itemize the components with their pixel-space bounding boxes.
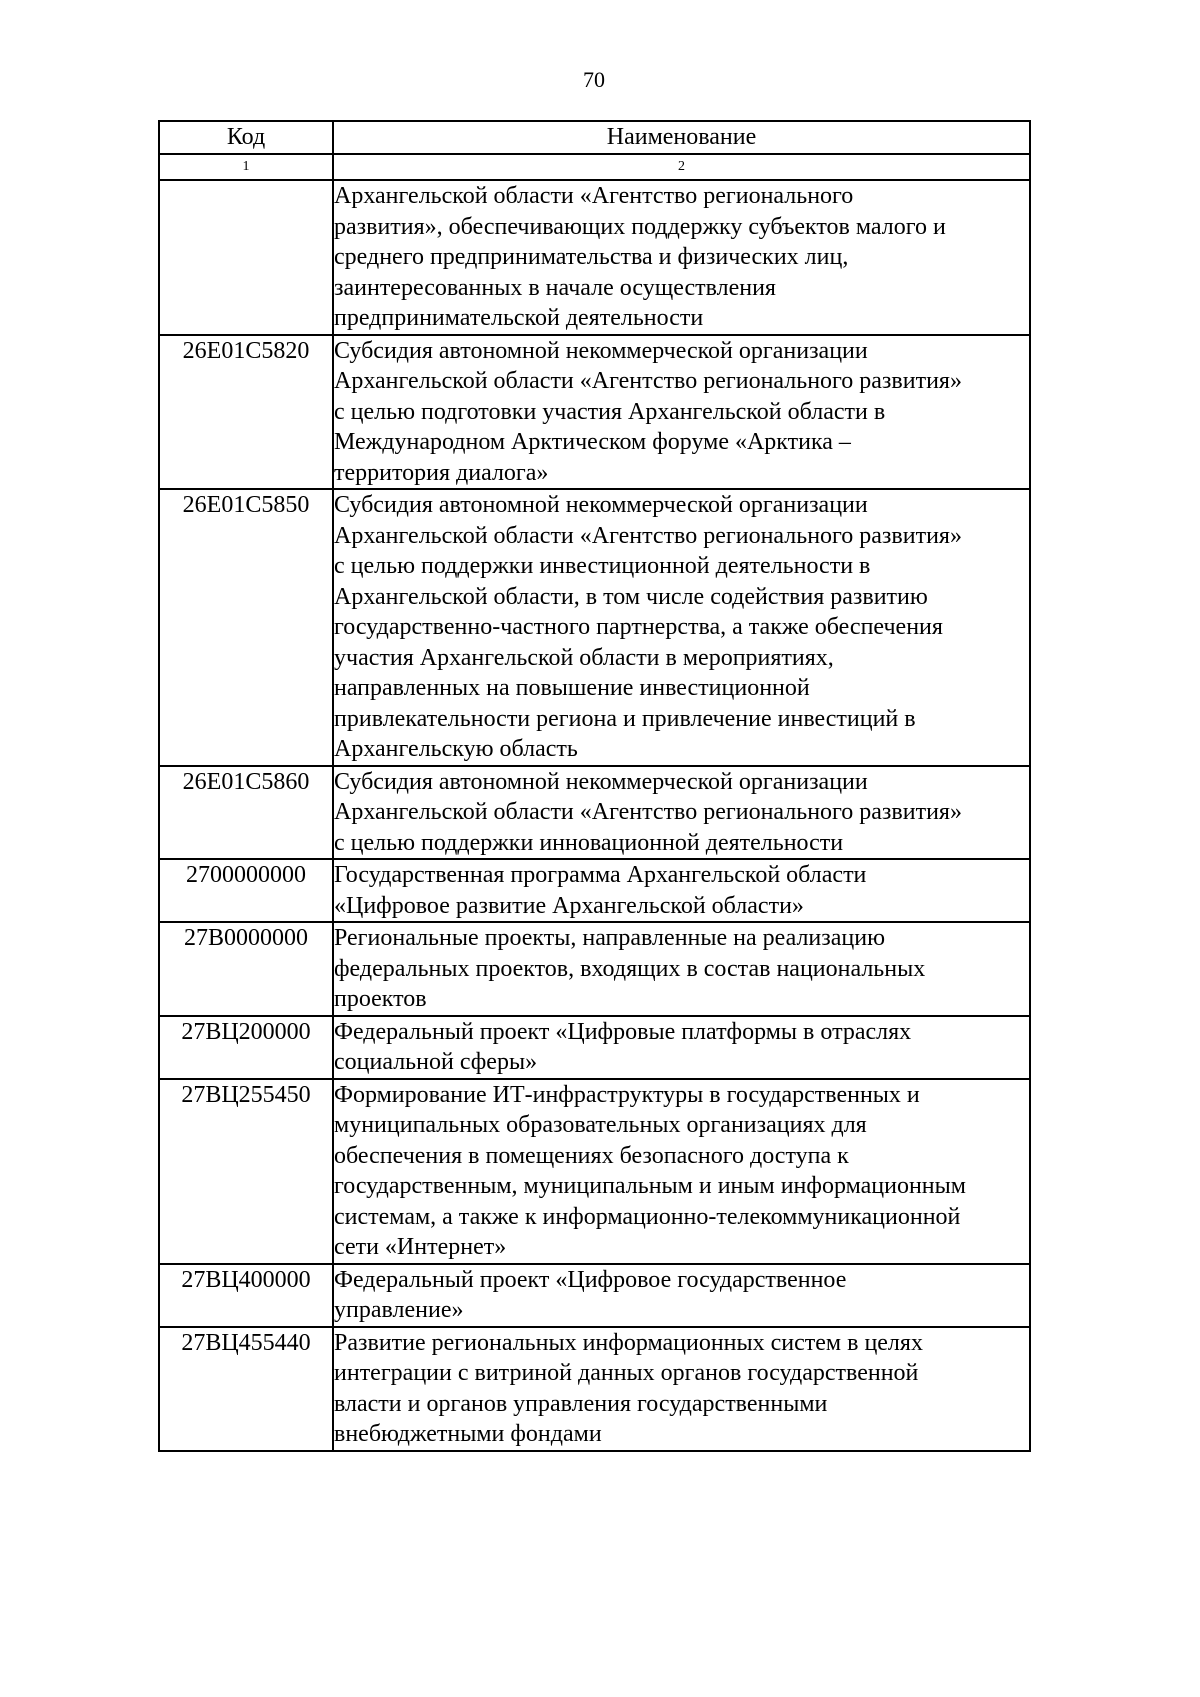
row-code xyxy=(159,180,333,335)
page-number: 70 xyxy=(583,67,605,92)
row-name-line: обеспечения в помещениях безопасного доступа к xyxy=(334,1142,849,1169)
row-code: 27ВЦ255450 xyxy=(159,1079,333,1264)
row-name-line: внебюджетными фондами xyxy=(334,1421,602,1447)
row-name-line: Архангельскую область xyxy=(334,736,578,762)
row-name-line: системам, а также к информационно-телекоммуникационной xyxy=(334,1203,961,1230)
row-name-line: сети «Интернет» xyxy=(334,1234,507,1260)
table-row xyxy=(159,1327,1030,1451)
row-code: 26Е01С5850 xyxy=(159,489,333,766)
row-name-line: с целью подготовки участия Архангельской области в xyxy=(334,398,886,425)
row-code: 27ВЦ455440 xyxy=(159,1327,333,1451)
row-name-line: социальной сферы» xyxy=(334,1049,538,1075)
budget-classification-table xyxy=(158,120,1031,1452)
row-name-line: муниципальных образовательных организациях для xyxy=(334,1112,867,1138)
name-column-number: 2 xyxy=(333,154,1030,180)
row-name xyxy=(333,922,1030,1016)
table-header-row xyxy=(159,121,1030,154)
row-code: 26Е01С5860 xyxy=(159,766,333,860)
row-name-line: «Цифровое развитие Архангельской области» xyxy=(334,892,804,919)
row-name-line: власти и органов управления государственными xyxy=(334,1390,828,1417)
row-name-line: Архангельской области «Агентство регионального развития» xyxy=(334,799,962,825)
row-name-line: направленных на повышение инвестиционной xyxy=(334,675,810,701)
row-name-line: государственно-частного партнерства, а также обеспечения xyxy=(334,614,943,640)
row-name xyxy=(333,1016,1030,1079)
table-body xyxy=(159,180,1030,1451)
row-name xyxy=(333,180,1030,335)
row-name-line: привлекательности региона и привлечение инвестиций в xyxy=(334,705,916,732)
row-name-line: территория диалога» xyxy=(334,459,549,486)
row-name-line: Архангельской области «Агентство регионального развития» xyxy=(334,522,962,549)
row-name-line: Федеральный проект «Цифровые платформы в отраслях xyxy=(334,1018,912,1045)
row-name-line: Субсидия автономной некоммерческой организации xyxy=(334,768,868,795)
row-name-line: развития», обеспечивающих поддержку субъектов малого и xyxy=(334,213,946,240)
row-name-line: Субсидия автономной некоммерческой организации xyxy=(334,337,868,364)
row-name-line: государственным, муниципальным и иным информационным xyxy=(334,1173,966,1199)
row-name xyxy=(333,489,1030,766)
row-name-line: управление» xyxy=(334,1297,464,1323)
row-code: 27ВЦ200000 xyxy=(159,1016,333,1079)
row-name-line: среднего предпринимательства и физических лиц, xyxy=(334,244,849,270)
name-column-header: Наименование xyxy=(333,121,1030,154)
table-row xyxy=(159,1016,1030,1079)
table-row xyxy=(159,489,1030,766)
row-code: 26Е01С5820 xyxy=(159,335,333,490)
table-row xyxy=(159,1264,1030,1327)
row-code: 27ВЦ400000 xyxy=(159,1264,333,1327)
row-name-line: с целью поддержки инвестиционной деятельности в xyxy=(334,553,871,579)
table-row xyxy=(159,335,1030,490)
row-name-line: Международном Арктическом форуме «Арктика – xyxy=(334,429,851,455)
row-name-line: Государственная программа Архангельской области xyxy=(334,862,867,888)
row-name-line: федеральных проектов, входящих в состав национальных xyxy=(334,955,926,982)
table-row xyxy=(159,1079,1030,1264)
row-name xyxy=(333,766,1030,860)
row-name-line: предпринимательской деятельности xyxy=(334,305,704,331)
row-name-line: Архангельской области, в том числе содействия развитию xyxy=(334,583,928,610)
row-name-line: Региональные проекты, направленные на реализацию xyxy=(334,925,886,951)
row-name-line: Архангельской области «Агентство регионального xyxy=(334,183,854,209)
row-name-line: заинтересованных в начале осуществления xyxy=(334,274,776,301)
row-name xyxy=(333,1327,1030,1451)
row-name-line: участия Архангельской области в мероприятиях, xyxy=(334,644,834,671)
row-name-line: Архангельской области «Агентство регионального развития» xyxy=(334,368,962,394)
row-name-line: Формирование ИТ-инфраструктуры в государственных и xyxy=(334,1081,920,1108)
code-column-header: Код xyxy=(159,121,333,154)
row-name-line: проектов xyxy=(334,986,427,1012)
table-row xyxy=(159,766,1030,860)
table-row xyxy=(159,859,1030,922)
row-code: 2700000000 xyxy=(159,859,333,922)
row-name xyxy=(333,1264,1030,1327)
table-row xyxy=(159,180,1030,335)
row-code: 27В0000000 xyxy=(159,922,333,1016)
row-name-line: Субсидия автономной некоммерческой организации xyxy=(334,492,868,518)
row-name-line: Развитие региональных информационных систем в целях xyxy=(334,1329,923,1356)
row-name-line: Федеральный проект «Цифровое государственное xyxy=(334,1266,847,1293)
row-name-line: с целью поддержки инновационной деятельности xyxy=(334,829,844,856)
code-column-number: 1 xyxy=(159,154,333,180)
row-name xyxy=(333,1079,1030,1264)
row-name xyxy=(333,859,1030,922)
row-name xyxy=(333,335,1030,490)
row-name-line: интеграции с витриной данных органов государственной xyxy=(334,1360,919,1386)
column-number-row xyxy=(159,154,1030,180)
table-row xyxy=(159,922,1030,1016)
